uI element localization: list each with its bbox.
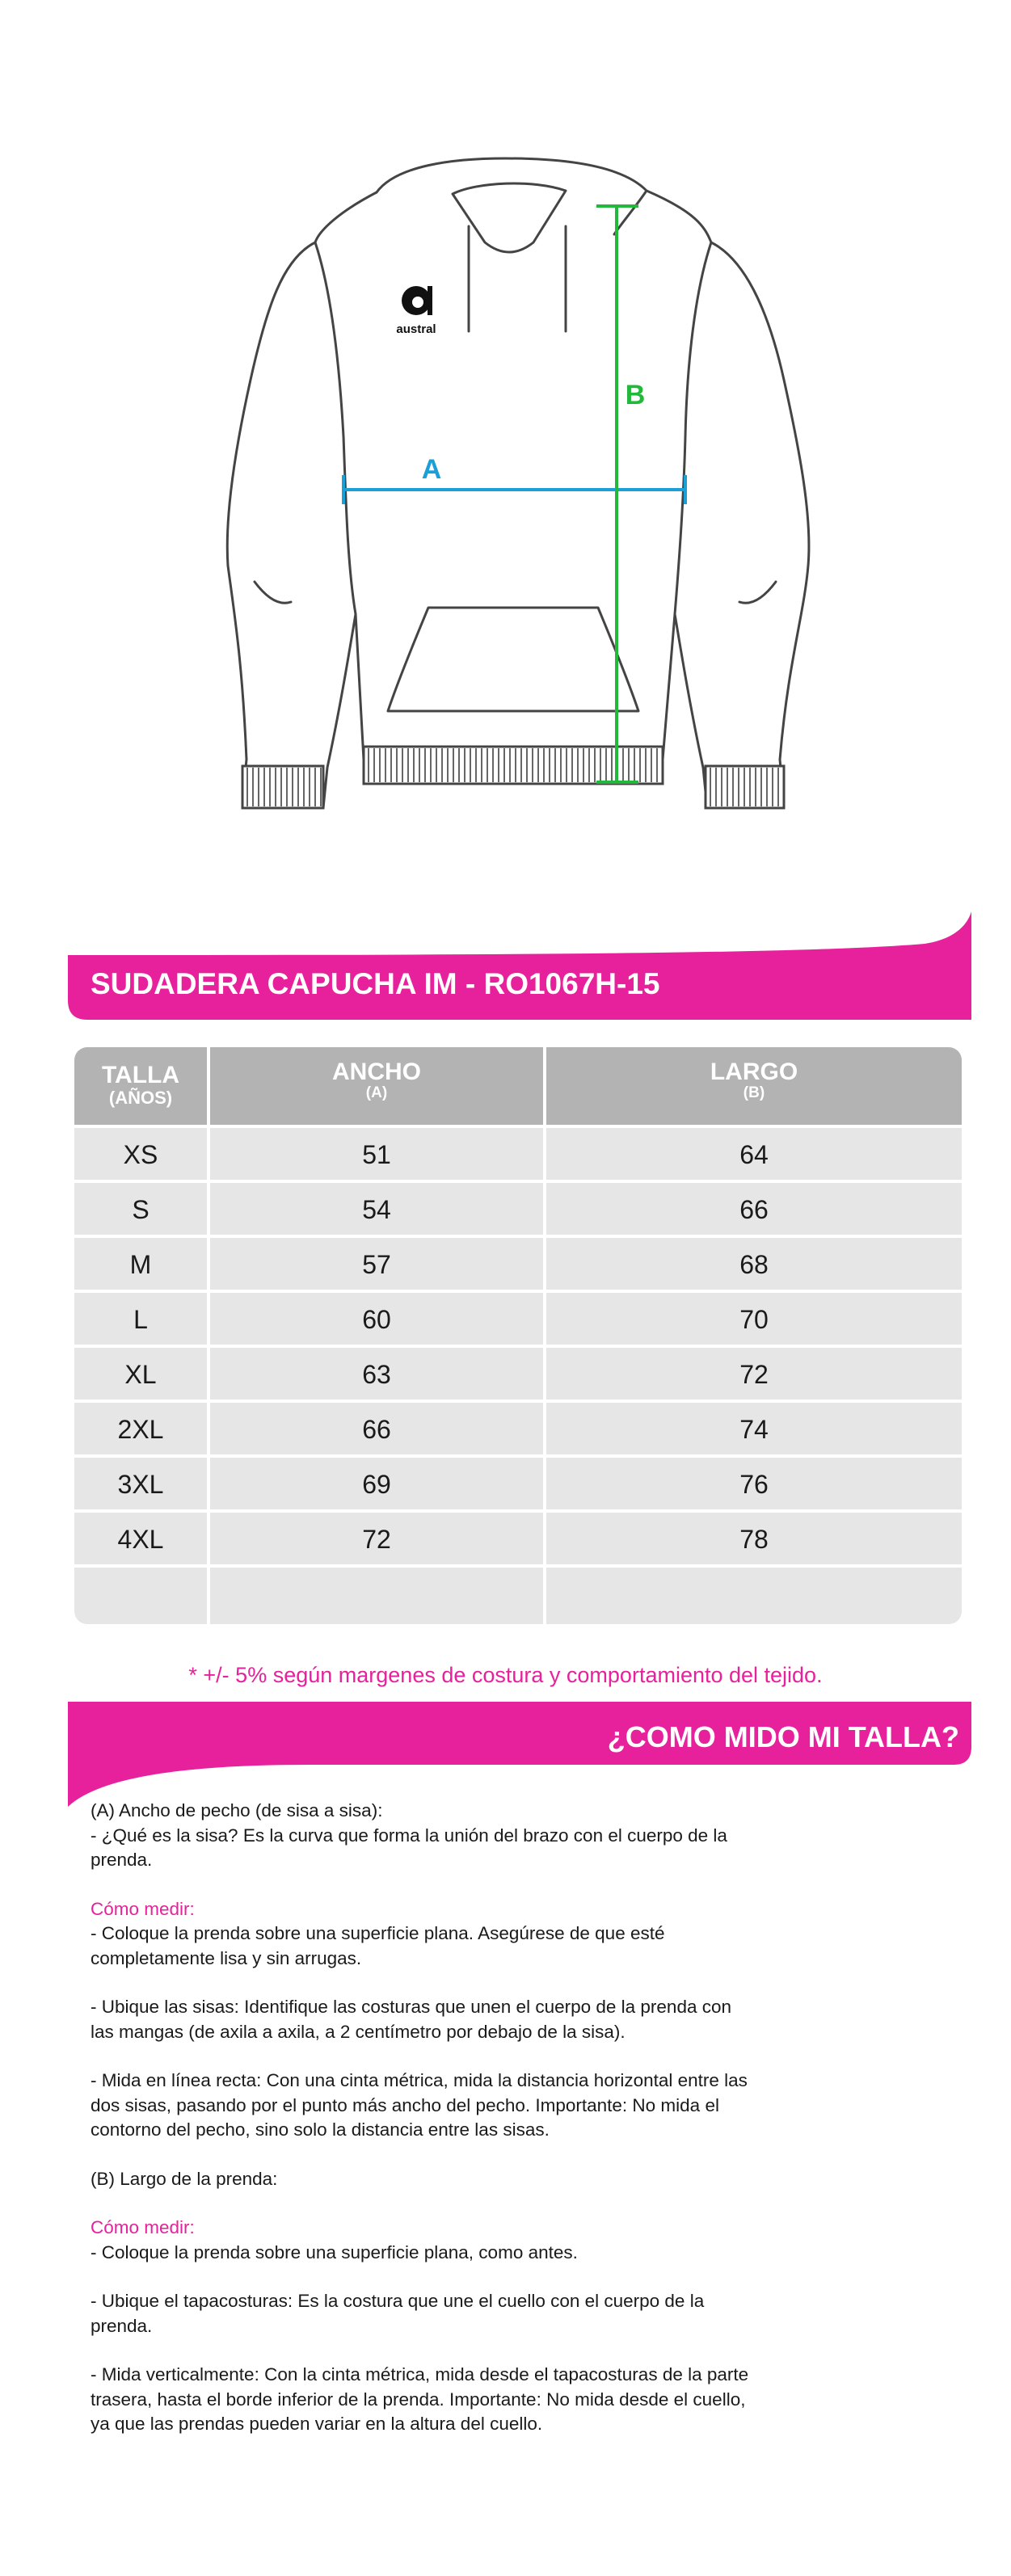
table-row — [74, 1183, 962, 1235]
table-header — [74, 1047, 962, 1125]
cell-ancho: 57 — [210, 1238, 543, 1290]
cell-ancho: 69 — [210, 1458, 543, 1509]
section-b-step2: - Ubique el tapacosturas: Es la costura que une el cuello con el cuerpo de la prenda. — [91, 2291, 705, 2336]
header-largo — [546, 1047, 962, 1125]
cell-talla: XL — [74, 1348, 207, 1400]
header-ancho — [210, 1047, 543, 1125]
page-title: SUDADERA CAPUCHA IM - RO1067H-15 — [91, 967, 660, 1000]
cell-largo: 66 — [546, 1183, 962, 1235]
cell-largo: 68 — [546, 1238, 962, 1290]
section-a-what: - ¿Qué es la sisa? Es la curva que forma la unión del brazo con el cuerpo de la prenda. — [91, 1825, 727, 1870]
header-largo-main: LARGO — [710, 1059, 798, 1085]
table-row — [74, 1513, 962, 1564]
measurement-instructions — [91, 1799, 753, 2461]
header-ancho-main: ANCHO — [332, 1059, 421, 1085]
hood-outline — [377, 158, 647, 234]
section-a-step1: - Coloque la prenda sobre una superficie plana. Asegúrese de que esté completamente lisa y sin arrugas. — [91, 1923, 665, 1968]
header-talla-main: TALLA — [101, 1062, 180, 1088]
cell-largo: 74 — [546, 1403, 962, 1454]
section-a-how-label: Cómo medir: — [91, 1898, 195, 1919]
table-row — [74, 1238, 962, 1290]
cell-largo: 64 — [546, 1128, 962, 1180]
header-ancho-sub: (A) — [365, 1084, 388, 1101]
cell-largo: 72 — [546, 1348, 962, 1400]
section-a-how — [91, 1897, 753, 1972]
section-a-step2: - Ubique las sisas: Identifique las costuras que unen el cuerpo de la prenda con las mangas (de axila a axila, a 2 centímetro por debajo de la sisa). — [91, 1997, 731, 2042]
cell-ancho: 60 — [210, 1293, 543, 1345]
cell-ancho: 66 — [210, 1403, 543, 1454]
section-a-step3: - Mida en línea recta: Con una cinta métrica, mida la distancia horizontal entre las dos sisas, pasando por el punto más ancho del pecho. Importante: No mida el contorno del pecho, sino solo la distancia entre las sisas. — [91, 2070, 748, 2140]
kangaroo-pocket — [388, 608, 638, 711]
section-b-title: (B) Largo de la prenda: — [91, 2168, 278, 2189]
austral-logo — [402, 286, 432, 315]
table-row — [74, 1348, 962, 1400]
cell-ancho: 51 — [210, 1128, 543, 1180]
table-row — [74, 1403, 962, 1454]
table-row — [74, 1458, 962, 1509]
section-a — [91, 1799, 753, 1873]
size-table — [74, 1047, 962, 1619]
table-row — [74, 1128, 962, 1180]
title-banner — [68, 911, 971, 1020]
cell-empty — [546, 1568, 962, 1624]
right-sleeve-seam — [675, 242, 711, 614]
cell-largo: 70 — [546, 1293, 962, 1345]
measure-a-line — [343, 475, 685, 504]
section-b-how — [91, 2216, 753, 2265]
cell-largo: 76 — [546, 1458, 962, 1509]
cell-largo: 78 — [546, 1513, 962, 1564]
measure-a-label: A — [421, 454, 442, 485]
section-b-how-label: Cómo medir: — [91, 2217, 195, 2237]
header-talla-sub: (AÑOS) — [108, 1088, 173, 1108]
cell-empty — [74, 1568, 207, 1624]
left-cuff — [242, 766, 323, 808]
header-largo-sub: (B) — [743, 1084, 765, 1101]
cell-ancho: 63 — [210, 1348, 543, 1400]
body-outline — [227, 191, 809, 808]
left-sleeve-seam — [315, 242, 356, 614]
cell-empty — [210, 1568, 543, 1624]
table-row-empty — [74, 1568, 962, 1619]
tolerance-note: * +/- 5% según margenes de costura y comportamiento del tejido. — [188, 1663, 823, 1687]
howto-title: ¿COMO MIDO MI TALLA? — [607, 1720, 959, 1753]
section-b-step1: - Coloque la prenda sobre una superficie plana, como antes. — [91, 2241, 578, 2262]
logo-wordmark: austral — [396, 322, 436, 336]
cell-talla: 2XL — [74, 1403, 207, 1454]
cell-talla: L — [74, 1293, 207, 1345]
cell-talla: 4XL — [74, 1513, 207, 1564]
header-talla — [74, 1047, 207, 1125]
cell-ancho: 54 — [210, 1183, 543, 1235]
cell-talla: S — [74, 1183, 207, 1235]
measure-b-label: B — [625, 380, 646, 410]
cell-talla: 3XL — [74, 1458, 207, 1509]
section-a-title: (A) Ancho de pecho (de sisa a sisa): — [91, 1800, 383, 1820]
hoodie-diagram — [0, 0, 1011, 873]
cell-ancho: 72 — [210, 1513, 543, 1564]
table-row — [74, 1293, 962, 1345]
section-b-step3: - Mida verticalmente: Con la cinta métrica, mida desde el tapacosturas de la parte trasera, hasta el borde inferior de la prenda. Importante: No mida desde el cuello, ya que las prendas pueden variar en la altura del cuello. — [91, 2364, 749, 2434]
cell-talla: XS — [74, 1128, 207, 1180]
cell-talla: M — [74, 1238, 207, 1290]
